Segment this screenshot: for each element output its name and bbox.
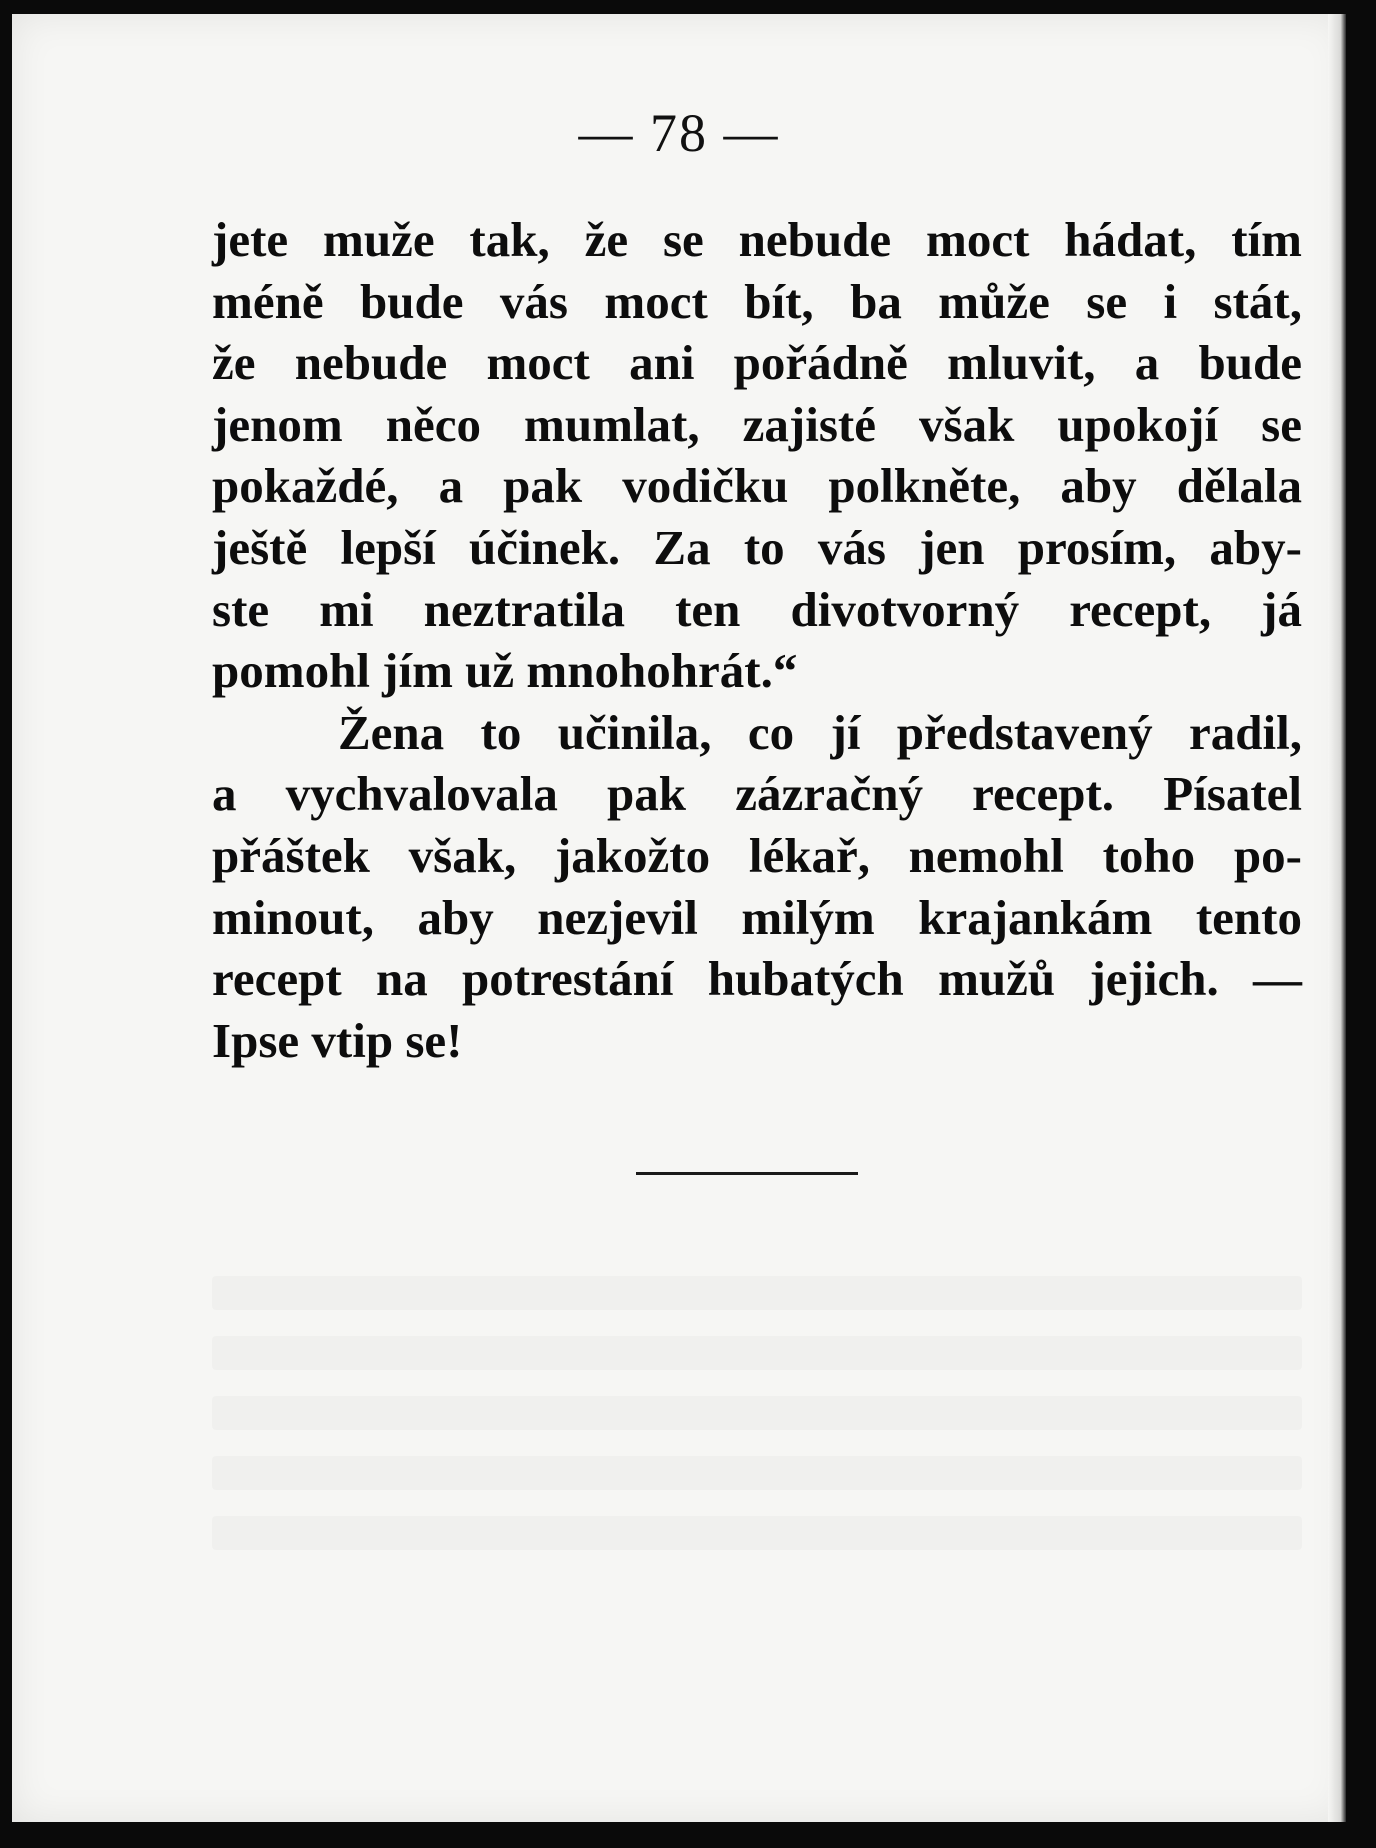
paragraph-start-line: Žena to učinila, co jí představený radil, [338, 704, 1302, 760]
text-line: jenom něco mumlat, zajisté však upokojí se [212, 396, 1302, 452]
text-line: ste mi neztratila ten divotvorný recept, já [212, 581, 1302, 637]
text-line: jete muže tak, že se nebude moct hádat, tím [212, 212, 1302, 267]
section-separator-rule [636, 1172, 858, 1175]
text-line: ještě lepší účinek. Za to vás jen prosím, aby- [212, 519, 1302, 575]
bleed-through-shadow [212, 1456, 1302, 1490]
text-line: pokaždé, a pak vodičku polkněte, aby dělala [212, 458, 1302, 514]
bleed-through-shadow [212, 1276, 1302, 1310]
bleed-through-shadow [212, 1336, 1302, 1370]
page-edge-shadow [1328, 14, 1346, 1822]
book-page [12, 14, 1346, 1822]
text-line: pomohl jím už mnohohrát.“ [212, 643, 798, 699]
text-line: a vychvalovala pak zázračný recept. Písatel [212, 766, 1302, 822]
text-line: přáštek však, jakožto lékař, nemohl toho po- [212, 827, 1302, 883]
text-line: Ipse vtip se! [212, 1012, 463, 1068]
text-line: že nebude moct ani pořádně mluvit, a bude [212, 335, 1302, 391]
page-number: — 78 — [578, 103, 780, 163]
text-line: méně bude vás moct bít, ba může se i stát, [212, 273, 1302, 329]
text-line: recept na potrestání hubatých mužů jejich. — [212, 951, 1302, 1007]
body-text [212, 209, 1302, 1071]
bleed-through-shadow [212, 1516, 1302, 1550]
text-line: minout, aby nezjevil milým krajankám tento [212, 889, 1302, 945]
bleed-through-shadow [212, 1396, 1302, 1430]
